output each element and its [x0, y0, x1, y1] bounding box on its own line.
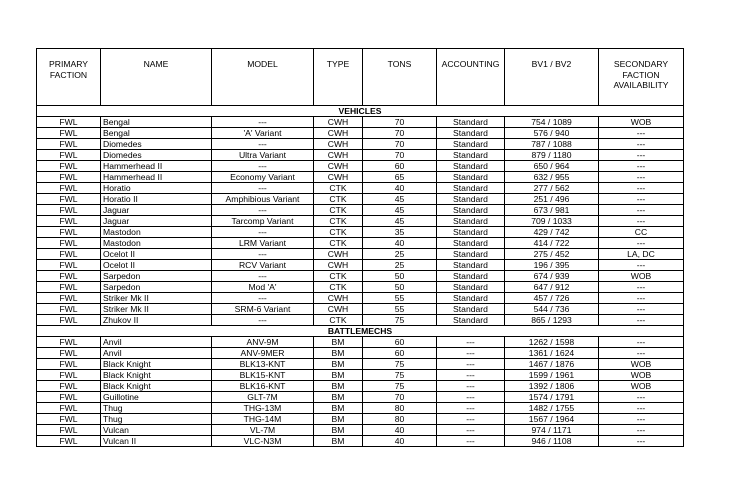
- primary-faction-cell: FWL: [37, 216, 101, 227]
- name-cell: Black Knight: [101, 370, 212, 381]
- type-cell: CTK: [314, 271, 363, 282]
- tons-cell: 80: [363, 403, 437, 414]
- model-cell: VLC-N3M: [212, 436, 314, 447]
- tons-cell: 40: [363, 436, 437, 447]
- bv-cell: 709 / 1033: [505, 216, 599, 227]
- type-cell: CTK: [314, 315, 363, 326]
- table-row: [37, 260, 684, 271]
- model-cell: GLT-7M: [212, 392, 314, 403]
- tons-cell: 40: [363, 183, 437, 194]
- header-primary-faction-line: PRIMARY: [49, 59, 88, 69]
- accounting-cell: Standard: [437, 249, 505, 260]
- accounting-cell: Standard: [437, 315, 505, 326]
- faction-table: [36, 48, 684, 447]
- bv-cell: 196 / 395: [505, 260, 599, 271]
- tons-cell: 70: [363, 139, 437, 150]
- model-cell: 'A' Variant: [212, 128, 314, 139]
- secondary-faction-cell: ---: [599, 139, 684, 150]
- type-cell: CTK: [314, 216, 363, 227]
- type-cell: BM: [314, 425, 363, 436]
- bv-cell: 429 / 742: [505, 227, 599, 238]
- header-secondary-faction: [599, 49, 684, 106]
- model-cell: VL-7M: [212, 425, 314, 436]
- table-row: [37, 337, 684, 348]
- name-cell: Striker Mk II: [101, 304, 212, 315]
- type-cell: CWH: [314, 117, 363, 128]
- tons-cell: 70: [363, 117, 437, 128]
- model-cell: ---: [212, 205, 314, 216]
- tons-cell: 70: [363, 392, 437, 403]
- name-cell: Mastodon: [101, 227, 212, 238]
- bv-cell: 974 / 1171: [505, 425, 599, 436]
- name-cell: Diomedes: [101, 139, 212, 150]
- type-cell: CWH: [314, 128, 363, 139]
- table-row: [37, 117, 684, 128]
- tons-cell: 75: [363, 381, 437, 392]
- secondary-faction-cell: ---: [599, 194, 684, 205]
- tons-cell: 60: [363, 161, 437, 172]
- name-cell: Bengal: [101, 117, 212, 128]
- table-row: [37, 436, 684, 447]
- type-cell: BM: [314, 403, 363, 414]
- model-cell: Ultra Variant: [212, 150, 314, 161]
- table-header: [37, 49, 684, 106]
- model-cell: BLK13-KNT: [212, 359, 314, 370]
- header-secondary-line: SECONDARY: [613, 59, 669, 69]
- header-accounting: ACCOUNTING: [437, 49, 505, 106]
- accounting-cell: ---: [437, 425, 505, 436]
- tons-cell: 40: [363, 238, 437, 249]
- name-cell: Hammerhead II: [101, 172, 212, 183]
- accounting-cell: Standard: [437, 150, 505, 161]
- tons-cell: 60: [363, 348, 437, 359]
- model-cell: ---: [212, 271, 314, 282]
- accounting-cell: Standard: [437, 139, 505, 150]
- header-secondary-line: AVAILABILITY: [613, 80, 669, 90]
- bv-cell: 632 / 955: [505, 172, 599, 183]
- primary-faction-cell: FWL: [37, 315, 101, 326]
- model-cell: ---: [212, 293, 314, 304]
- secondary-faction-cell: LA, DC: [599, 249, 684, 260]
- primary-faction-cell: FWL: [37, 304, 101, 315]
- model-cell: ---: [212, 183, 314, 194]
- table-row: [37, 194, 684, 205]
- accounting-cell: ---: [437, 436, 505, 447]
- type-cell: CTK: [314, 183, 363, 194]
- type-cell: BM: [314, 381, 363, 392]
- primary-faction-cell: FWL: [37, 172, 101, 183]
- bv-cell: 754 / 1089: [505, 117, 599, 128]
- name-cell: Thug: [101, 403, 212, 414]
- model-cell: Economy Variant: [212, 172, 314, 183]
- type-cell: BM: [314, 436, 363, 447]
- bv-cell: 673 / 981: [505, 205, 599, 216]
- primary-faction-cell: FWL: [37, 381, 101, 392]
- table-body: [37, 106, 684, 447]
- table-row: [37, 183, 684, 194]
- secondary-faction-cell: ---: [599, 403, 684, 414]
- name-cell: Jaguar: [101, 216, 212, 227]
- secondary-faction-cell: ---: [599, 161, 684, 172]
- secondary-faction-cell: ---: [599, 337, 684, 348]
- bv-cell: 865 / 1293: [505, 315, 599, 326]
- table-row: [37, 414, 684, 425]
- type-cell: CTK: [314, 194, 363, 205]
- primary-faction-cell: FWL: [37, 117, 101, 128]
- name-cell: Jaguar: [101, 205, 212, 216]
- type-cell: CWH: [314, 260, 363, 271]
- type-cell: BM: [314, 392, 363, 403]
- header-name: NAME: [101, 49, 212, 106]
- name-cell: Bengal: [101, 128, 212, 139]
- accounting-cell: ---: [437, 359, 505, 370]
- primary-faction-cell: FWL: [37, 293, 101, 304]
- model-cell: ANV-9MER: [212, 348, 314, 359]
- type-cell: CTK: [314, 282, 363, 293]
- model-cell: Amphibious Variant: [212, 194, 314, 205]
- accounting-cell: ---: [437, 381, 505, 392]
- table-row: [37, 425, 684, 436]
- table-row: [37, 216, 684, 227]
- tons-cell: 25: [363, 249, 437, 260]
- accounting-cell: ---: [437, 414, 505, 425]
- name-cell: Ocelot II: [101, 260, 212, 271]
- name-cell: Ocelot II: [101, 249, 212, 260]
- model-cell: RCV Variant: [212, 260, 314, 271]
- table-row: [37, 403, 684, 414]
- name-cell: Sarpedon: [101, 271, 212, 282]
- secondary-faction-cell: ---: [599, 315, 684, 326]
- bv-cell: 1567 / 1964: [505, 414, 599, 425]
- name-cell: Sarpedon: [101, 282, 212, 293]
- accounting-cell: Standard: [437, 227, 505, 238]
- header-bv: BV1 / BV2: [505, 49, 599, 106]
- table-row: [37, 282, 684, 293]
- accounting-cell: Standard: [437, 260, 505, 271]
- primary-faction-cell: FWL: [37, 436, 101, 447]
- tons-cell: 75: [363, 315, 437, 326]
- type-cell: CTK: [314, 205, 363, 216]
- name-cell: Anvil: [101, 337, 212, 348]
- accounting-cell: ---: [437, 337, 505, 348]
- bv-cell: 1482 / 1755: [505, 403, 599, 414]
- name-cell: Horatio II: [101, 194, 212, 205]
- primary-faction-cell: FWL: [37, 414, 101, 425]
- primary-faction-cell: FWL: [37, 348, 101, 359]
- model-cell: LRM Variant: [212, 238, 314, 249]
- primary-faction-cell: FWL: [37, 271, 101, 282]
- bv-cell: 275 / 452: [505, 249, 599, 260]
- table-row: [37, 293, 684, 304]
- type-cell: CWH: [314, 172, 363, 183]
- type-cell: CTK: [314, 238, 363, 249]
- secondary-faction-cell: ---: [599, 150, 684, 161]
- table-row: [37, 161, 684, 172]
- name-cell: Diomedes: [101, 150, 212, 161]
- bv-cell: 946 / 1108: [505, 436, 599, 447]
- tons-cell: 80: [363, 414, 437, 425]
- section-title: BATTLEMECHS: [37, 326, 684, 337]
- type-cell: CWH: [314, 249, 363, 260]
- tons-cell: 55: [363, 304, 437, 315]
- accounting-cell: Standard: [437, 194, 505, 205]
- section-row: [37, 106, 684, 117]
- accounting-cell: Standard: [437, 128, 505, 139]
- table-row: [37, 238, 684, 249]
- bv-cell: 1467 / 1876: [505, 359, 599, 370]
- secondary-faction-cell: ---: [599, 183, 684, 194]
- accounting-cell: ---: [437, 348, 505, 359]
- secondary-faction-cell: ---: [599, 282, 684, 293]
- table-row: [37, 249, 684, 260]
- secondary-faction-cell: ---: [599, 172, 684, 183]
- name-cell: Mastodon: [101, 238, 212, 249]
- table-row: [37, 348, 684, 359]
- secondary-faction-cell: ---: [599, 128, 684, 139]
- model-cell: ---: [212, 249, 314, 260]
- primary-faction-cell: FWL: [37, 282, 101, 293]
- tons-cell: 75: [363, 359, 437, 370]
- bv-cell: 251 / 496: [505, 194, 599, 205]
- type-cell: CWH: [314, 139, 363, 150]
- tons-cell: 75: [363, 370, 437, 381]
- header-model: MODEL: [212, 49, 314, 106]
- model-cell: Mod 'A': [212, 282, 314, 293]
- table-row: [37, 172, 684, 183]
- bv-cell: 1262 / 1598: [505, 337, 599, 348]
- accounting-cell: Standard: [437, 216, 505, 227]
- bv-cell: 1599 / 1961: [505, 370, 599, 381]
- name-cell: Striker Mk II: [101, 293, 212, 304]
- primary-faction-cell: FWL: [37, 392, 101, 403]
- secondary-faction-cell: ---: [599, 238, 684, 249]
- bv-cell: 576 / 940: [505, 128, 599, 139]
- tons-cell: 70: [363, 128, 437, 139]
- secondary-faction-cell: ---: [599, 216, 684, 227]
- primary-faction-cell: FWL: [37, 194, 101, 205]
- accounting-cell: Standard: [437, 117, 505, 128]
- name-cell: Zhukov II: [101, 315, 212, 326]
- accounting-cell: Standard: [437, 205, 505, 216]
- accounting-cell: Standard: [437, 271, 505, 282]
- secondary-faction-cell: ---: [599, 436, 684, 447]
- bv-cell: 544 / 736: [505, 304, 599, 315]
- secondary-faction-cell: WOB: [599, 359, 684, 370]
- accounting-cell: Standard: [437, 161, 505, 172]
- table-row: [37, 381, 684, 392]
- primary-faction-cell: FWL: [37, 425, 101, 436]
- secondary-faction-cell: ---: [599, 348, 684, 359]
- primary-faction-cell: FWL: [37, 227, 101, 238]
- accounting-cell: Standard: [437, 282, 505, 293]
- name-cell: Vulcan: [101, 425, 212, 436]
- primary-faction-cell: FWL: [37, 370, 101, 381]
- model-cell: SRM-6 Variant: [212, 304, 314, 315]
- bv-cell: 879 / 1180: [505, 150, 599, 161]
- type-cell: BM: [314, 370, 363, 381]
- primary-faction-cell: FWL: [37, 359, 101, 370]
- primary-faction-cell: FWL: [37, 249, 101, 260]
- primary-faction-cell: FWL: [37, 238, 101, 249]
- accounting-cell: ---: [437, 403, 505, 414]
- secondary-faction-cell: ---: [599, 392, 684, 403]
- tons-cell: 45: [363, 216, 437, 227]
- model-cell: ANV-9M: [212, 337, 314, 348]
- header-secondary-line: FACTION: [622, 69, 660, 80]
- bv-cell: 1361 / 1624: [505, 348, 599, 359]
- table-row: [37, 128, 684, 139]
- accounting-cell: Standard: [437, 238, 505, 249]
- header-row: [37, 49, 684, 106]
- table-row: [37, 359, 684, 370]
- secondary-faction-cell: WOB: [599, 381, 684, 392]
- accounting-cell: Standard: [437, 304, 505, 315]
- table-row: [37, 150, 684, 161]
- primary-faction-cell: FWL: [37, 139, 101, 150]
- tons-cell: 50: [363, 282, 437, 293]
- model-cell: Tarcomp Variant: [212, 216, 314, 227]
- bv-cell: 1392 / 1806: [505, 381, 599, 392]
- name-cell: Anvil: [101, 348, 212, 359]
- tons-cell: 45: [363, 194, 437, 205]
- model-cell: THG-14M: [212, 414, 314, 425]
- tons-cell: 60: [363, 337, 437, 348]
- table-row: [37, 315, 684, 326]
- name-cell: Guillotine: [101, 392, 212, 403]
- tons-cell: 45: [363, 205, 437, 216]
- bv-cell: 1574 / 1791: [505, 392, 599, 403]
- bv-cell: 674 / 939: [505, 271, 599, 282]
- secondary-faction-cell: ---: [599, 414, 684, 425]
- table-row: [37, 227, 684, 238]
- name-cell: Vulcan II: [101, 436, 212, 447]
- accounting-cell: ---: [437, 392, 505, 403]
- secondary-faction-cell: ---: [599, 293, 684, 304]
- primary-faction-cell: FWL: [37, 150, 101, 161]
- secondary-faction-cell: CC: [599, 227, 684, 238]
- bv-cell: 787 / 1088: [505, 139, 599, 150]
- accounting-cell: ---: [437, 370, 505, 381]
- table-row: [37, 370, 684, 381]
- accounting-cell: Standard: [437, 293, 505, 304]
- secondary-faction-cell: WOB: [599, 370, 684, 381]
- header-tons: TONS: [363, 49, 437, 106]
- primary-faction-cell: FWL: [37, 128, 101, 139]
- primary-faction-cell: FWL: [37, 183, 101, 194]
- header-primary-faction-line: FACTION: [49, 69, 88, 80]
- primary-faction-cell: FWL: [37, 260, 101, 271]
- tons-cell: 65: [363, 172, 437, 183]
- model-cell: BLK15-KNT: [212, 370, 314, 381]
- model-cell: ---: [212, 315, 314, 326]
- model-cell: BLK16-KNT: [212, 381, 314, 392]
- primary-faction-cell: FWL: [37, 161, 101, 172]
- secondary-faction-cell: ---: [599, 260, 684, 271]
- name-cell: Hammerhead II: [101, 161, 212, 172]
- secondary-faction-cell: ---: [599, 425, 684, 436]
- type-cell: BM: [314, 348, 363, 359]
- bv-cell: 277 / 562: [505, 183, 599, 194]
- type-cell: BM: [314, 359, 363, 370]
- bv-cell: 457 / 726: [505, 293, 599, 304]
- name-cell: Black Knight: [101, 381, 212, 392]
- primary-faction-cell: FWL: [37, 337, 101, 348]
- type-cell: CWH: [314, 304, 363, 315]
- bv-cell: 650 / 964: [505, 161, 599, 172]
- header-type: TYPE: [314, 49, 363, 106]
- name-cell: Black Knight: [101, 359, 212, 370]
- primary-faction-cell: FWL: [37, 205, 101, 216]
- type-cell: CWH: [314, 293, 363, 304]
- accounting-cell: Standard: [437, 172, 505, 183]
- type-cell: BM: [314, 414, 363, 425]
- model-cell: ---: [212, 161, 314, 172]
- tons-cell: 55: [363, 293, 437, 304]
- tons-cell: 70: [363, 150, 437, 161]
- secondary-faction-cell: WOB: [599, 117, 684, 128]
- tons-cell: 25: [363, 260, 437, 271]
- secondary-faction-cell: WOB: [599, 271, 684, 282]
- table-row: [37, 205, 684, 216]
- bv-cell: 647 / 912: [505, 282, 599, 293]
- tons-cell: 35: [363, 227, 437, 238]
- tons-cell: 40: [363, 425, 437, 436]
- type-cell: CTK: [314, 227, 363, 238]
- model-cell: ---: [212, 139, 314, 150]
- accounting-cell: Standard: [437, 183, 505, 194]
- primary-faction-cell: FWL: [37, 403, 101, 414]
- secondary-faction-cell: ---: [599, 304, 684, 315]
- type-cell: CWH: [314, 150, 363, 161]
- model-cell: ---: [212, 227, 314, 238]
- name-cell: Thug: [101, 414, 212, 425]
- section-title: VEHICLES: [37, 106, 684, 117]
- secondary-faction-cell: ---: [599, 205, 684, 216]
- section-row: [37, 326, 684, 337]
- header-primary-faction: [37, 49, 101, 106]
- table-row: [37, 304, 684, 315]
- type-cell: BM: [314, 337, 363, 348]
- name-cell: Horatio: [101, 183, 212, 194]
- table-row: [37, 271, 684, 282]
- bv-cell: 414 / 722: [505, 238, 599, 249]
- type-cell: CWH: [314, 161, 363, 172]
- model-cell: THG-13M: [212, 403, 314, 414]
- model-cell: ---: [212, 117, 314, 128]
- table-row: [37, 392, 684, 403]
- tons-cell: 50: [363, 271, 437, 282]
- table-row: [37, 139, 684, 150]
